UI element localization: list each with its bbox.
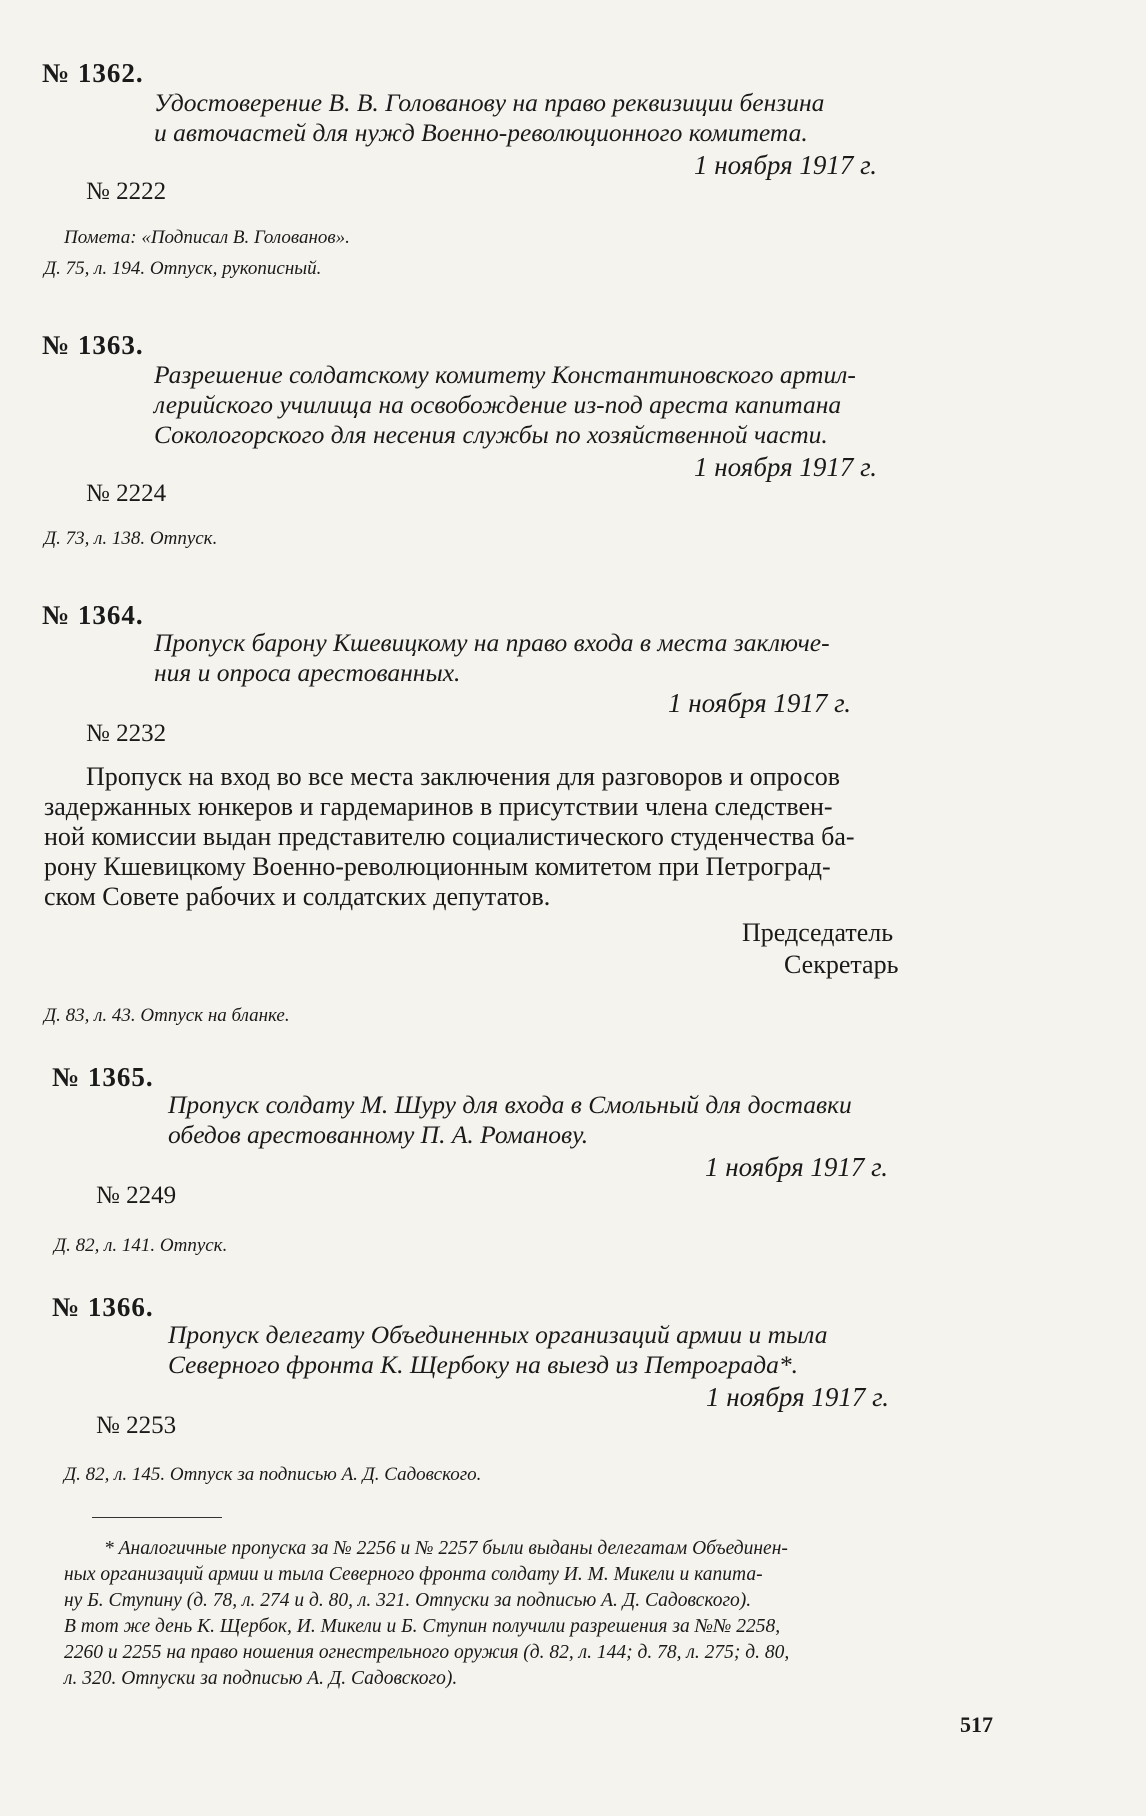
signature-line: Секретарь <box>784 950 899 979</box>
entry-source: Д. 75, л. 194. Отпуск, рукописный. <box>44 258 322 279</box>
footnote-line: * Аналогичные пропуска за № 2256 и № 2257 были выданы делегатам Объединен- <box>104 1538 788 1559</box>
doc-number: № 2249 <box>96 1182 177 1209</box>
body-line: задержанных юнкеров и гардемаринов в присутствии члена следствен- <box>44 792 833 821</box>
entry-number: № 1362. <box>42 58 144 88</box>
entry-title-line: лерийского училища на освобождение из-под ареста капитана <box>154 390 842 419</box>
footnote-line: В тот же день К. Щербок, И. Микели и Б. Ступин получили разрешения за №№ 2258, <box>64 1616 781 1637</box>
entry-date: 1 ноября 1917 г. <box>668 688 852 718</box>
doc-number: № 2253 <box>96 1412 177 1439</box>
entry-title-line: и авточастей для нужд Военно-революционного комитета. <box>154 118 808 147</box>
body-line: рону Кшевицкому Военно-революционным комитетом при Петроград- <box>44 852 831 881</box>
footnote-line: л. 320. Отпуски за подписью А. Д. Садовского). <box>64 1668 458 1689</box>
footnote-line: ну Б. Ступину (д. 78, л. 274 и д. 80, л. 321. Отпуски за подписью А. Д. Садовского). <box>64 1590 752 1611</box>
body-line: ной комиссии выдан представителю социалистического студенчества ба- <box>44 822 855 851</box>
signature-line: Председатель <box>742 918 894 947</box>
entry-date: 1 ноября 1917 г. <box>694 452 878 482</box>
entry-date: 1 ноября 1917 г. <box>694 150 878 180</box>
entry-source: Д. 82, л. 141. Отпуск. <box>54 1235 228 1256</box>
entry-title-line: Пропуск солдату М. Шуру для входа в Смольный для доставки <box>168 1090 852 1119</box>
footnote-divider <box>92 1517 222 1518</box>
doc-number: № 2224 <box>86 480 167 507</box>
entry-note: Помета: «Подписал В. Голованов». <box>64 227 350 248</box>
body-line: Пропуск на вход во все места заключения для разговоров и опросов <box>86 762 841 791</box>
entry-title-line: Пропуск делегату Объединенных организаций армии и тыла <box>168 1320 828 1349</box>
entry-number: № 1363. <box>42 330 144 360</box>
entry-title-line: Пропуск барону Кшевицкому на право входа в места заключе- <box>154 628 830 657</box>
entry-date: 1 ноября 1917 г. <box>706 1382 890 1412</box>
doc-number: № 2232 <box>86 720 167 747</box>
entry-number: № 1366. <box>52 1292 154 1322</box>
entry-title-line: Сокологорского для несения службы по хозяйственной части. <box>154 420 828 449</box>
page-number: 517 <box>960 1712 993 1737</box>
footnote-line: 2260 и 2255 на право ношения огнестрельного оружия (д. 82, л. 144; д. 78, л. 275; д. 80, <box>64 1642 790 1663</box>
entry-date: 1 ноября 1917 г. <box>705 1152 889 1182</box>
entry-title-line: Северного фронта К. Щербоку на выезд из Петрограда*. <box>168 1350 799 1379</box>
doc-number: № 2222 <box>86 178 167 205</box>
body-line: ском Совете рабочих и солдатских депутатов. <box>44 882 551 911</box>
entry-title-line: обедов арестованному П. А. Романову. <box>168 1120 589 1149</box>
entry-title-line: Удостоверение В. В. Голованову на право реквизиции бензина <box>154 88 825 117</box>
entry-title-line: Разрешение солдатскому комитету Константиновского артил- <box>154 360 856 389</box>
entry-number: № 1364. <box>42 600 144 630</box>
entry-source: Д. 83, л. 43. Отпуск на бланке. <box>44 1005 290 1026</box>
entry-source: Д. 73, л. 138. Отпуск. <box>44 528 218 549</box>
entry-number: № 1365. <box>52 1062 154 1092</box>
entry-source: Д. 82, л. 145. Отпуск за подписью А. Д. Садовского. <box>64 1464 482 1485</box>
footnote-line: ных организаций армии и тыла Северного фронта солдату И. М. Микели и капита- <box>64 1564 763 1585</box>
entry-title-line: ния и опроса арестованных. <box>154 658 461 687</box>
